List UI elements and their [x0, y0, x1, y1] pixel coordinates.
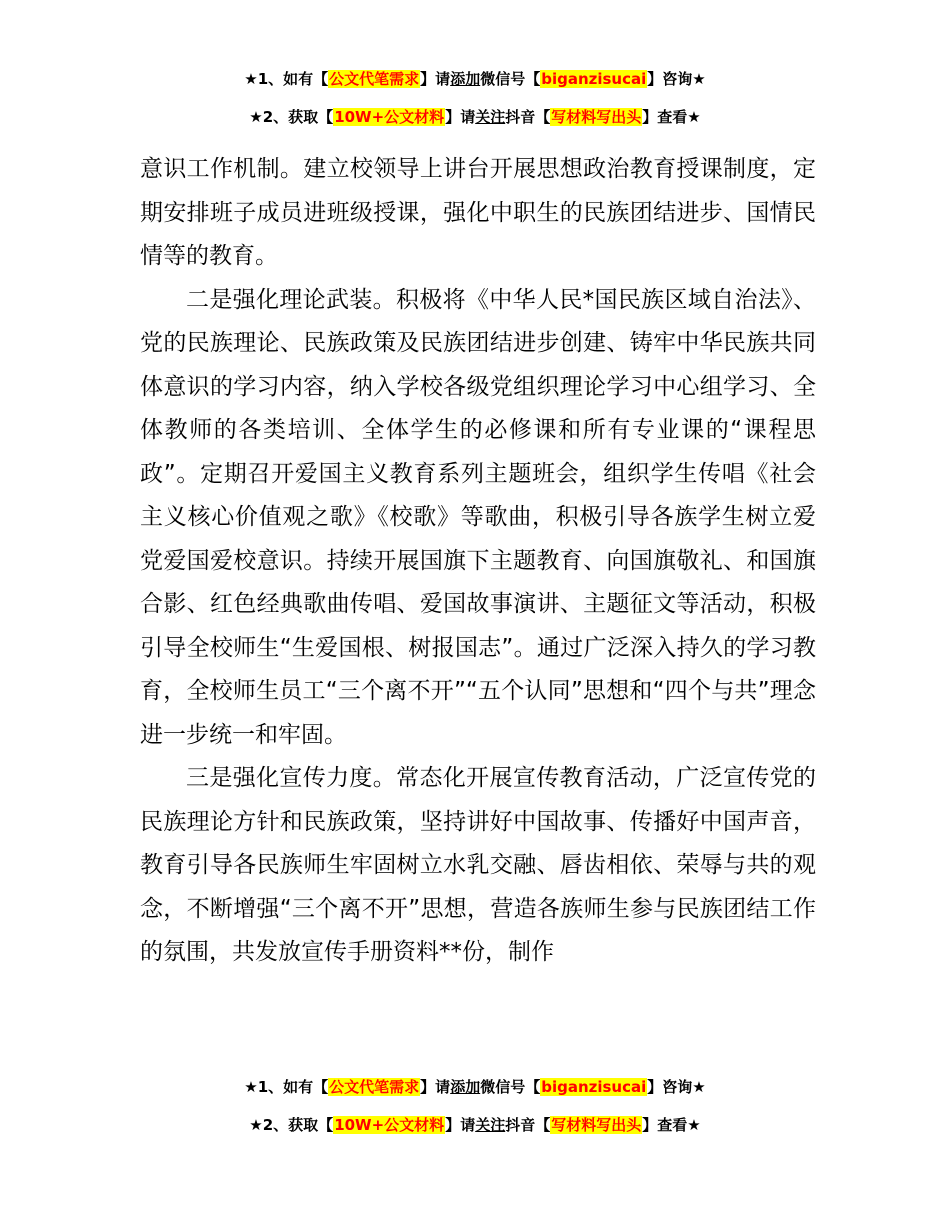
footer-line1-mid2: 微信号【	[480, 1078, 541, 1096]
header-line1-prefix: ★1、如有【	[244, 70, 329, 88]
header-line2-underlined: 关注	[475, 108, 506, 126]
footer-line1-prefix: ★1、如有【	[244, 1078, 329, 1096]
footer-line1-mid1: 】请	[420, 1078, 451, 1096]
body-paragraph-2: 二是强化理论武装。积极将《中华人民*国民族区域自治法》、党的民族理论、民族政策及民族团结进步创建、铸牢中华民族共同体意识的学习内容，纳入学校各级党组织理论学习中心组学习、全体教师的各类培训、全体学生的必修课和所有专业课的“课程思政”。定期召开爱国主义教育系列主题班会，组织学生传唱《社会主义核心价值观之歌》《校歌》等歌曲，积极引导各族学生树立爱党爱国爱校意识。持续开展国旗下主题教育、向国旗敬礼、和国旗合影、红色经典歌曲传唱、爱国故事演讲、主题征文等活动，积极引导全校师生“生爱国根、树报国志”。通过广泛深入持久的学习教育，全校师生员工“三个离不开”“五个认同”思想和“四个与共”理念进一步统一和牢固。	[140, 286, 816, 748]
header-line2-highlight-materials: 10W+公文材料	[334, 108, 445, 126]
footer-line2-highlight-douyin: 写材料写出头	[551, 1116, 642, 1134]
body-paragraph-1: 意识工作机制。建立校领导上讲台开展思想政治教育授课制度，定期安排班子成员进班级授课，强化中职生的民族团结进步、国情民情等的教育。	[140, 156, 816, 269]
header-line1-highlight-wechat: biganzisucai	[541, 70, 647, 88]
footer-promo-line-2	[0, 1114, 950, 1136]
header-line2-mid1: 】请	[445, 108, 476, 126]
footer-line1-underlined: 添加	[450, 1078, 481, 1096]
header-line1-mid1: 】请	[420, 70, 451, 88]
document-body	[140, 148, 816, 975]
footer-line2-underlined: 关注	[475, 1116, 506, 1134]
header-promo-line-1	[0, 68, 950, 90]
footer-promo-line-1	[0, 1076, 950, 1098]
header-line1-suffix: 】咨询★	[647, 70, 706, 88]
header-line2-mid2: 抖音【	[505, 108, 551, 126]
footer-line1-highlight-wechat: biganzisucai	[541, 1078, 647, 1096]
header-promo-line-2	[0, 106, 950, 128]
header-line2-suffix: 】查看★	[642, 108, 701, 126]
header-line1-underlined: 添加	[450, 70, 481, 88]
header-line2-highlight-douyin: 写材料写出头	[551, 108, 642, 126]
footer-line2-highlight-materials: 10W+公文材料	[334, 1116, 445, 1134]
footer-line2-mid2: 抖音【	[505, 1116, 551, 1134]
header-line1-mid2: 微信号【	[480, 70, 541, 88]
footer-line1-suffix: 】咨询★	[647, 1078, 706, 1096]
header-line1-highlight-service: 公文代笔需求	[329, 70, 420, 88]
footer-line2-prefix: ★2、获取【	[249, 1116, 334, 1134]
footer-line1-highlight-service: 公文代笔需求	[329, 1078, 420, 1096]
body-paragraph-3: 三是强化宣传力度。常态化开展宣传教育活动，广泛宣传党的民族理论方针和民族政策，坚持讲好中国故事、传播好中国声音，教育引导各民族师生牢固树立水乳交融、唇齿相依、荣辱与共的观念，不断增强“三个离不开”思想，营造各族师生参与民族团结工作的氛围，共发放宣传手册资料**份，制作	[140, 765, 816, 965]
footer-line2-suffix: 】查看★	[642, 1116, 701, 1134]
header-line2-prefix: ★2、获取【	[249, 108, 334, 126]
footer-line2-mid1: 】请	[445, 1116, 476, 1134]
